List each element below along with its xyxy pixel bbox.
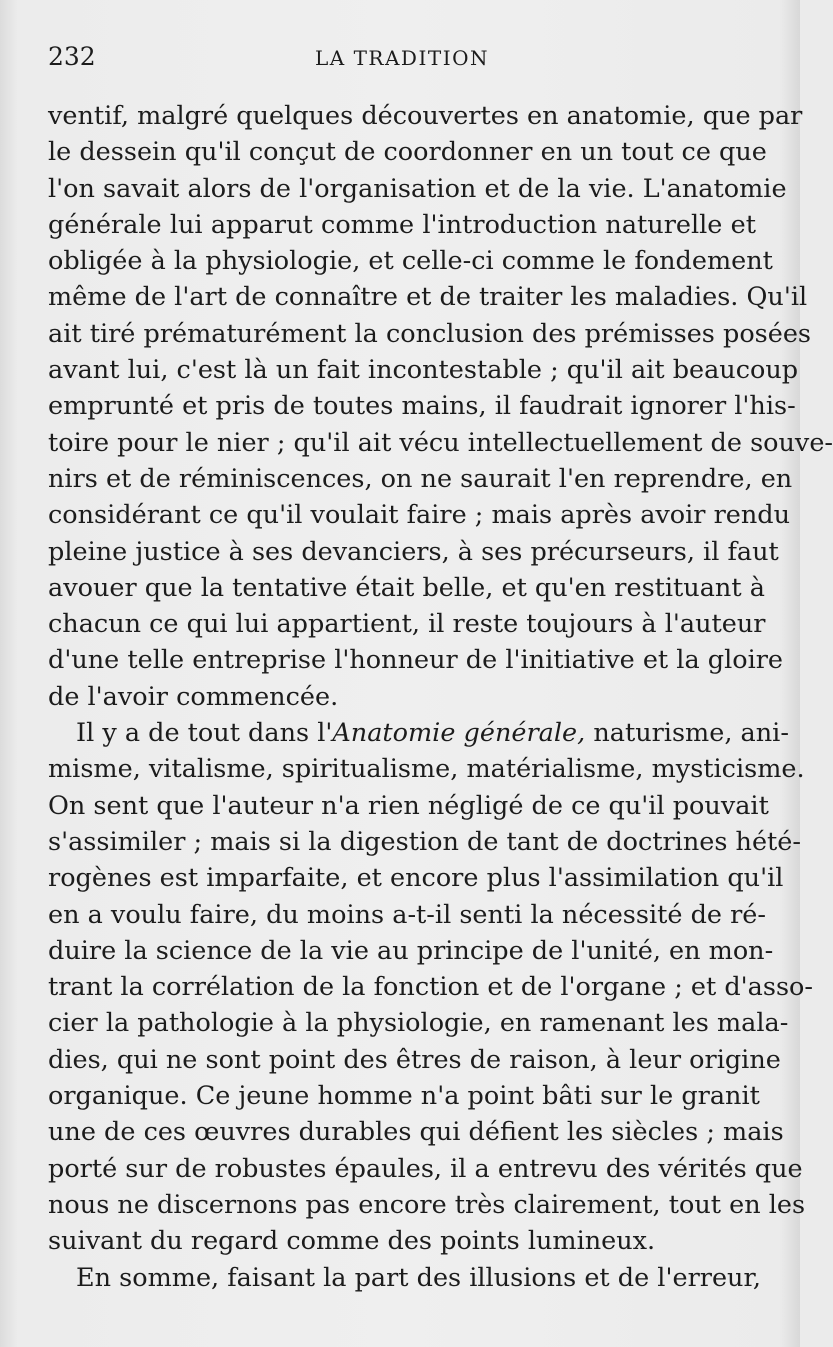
text-line: emprunté et pris de toutes mains, il faudrait ignorer l'his- [48,391,796,422]
paragraph-3 [48,1260,761,1296]
text-line: générale lui apparut comme l'introduction naturelle et [48,209,756,240]
text-line: toire pour le nier ; qu'il ait vécu intellectuellement de souve- [48,427,833,458]
text-line: trant la corrélation de la fonction et de l'organe ; et d'asso- [48,972,814,1003]
text-line: avouer que la tentative était belle, et qu'en restituant à [48,572,765,603]
page-header [48,42,756,76]
text-line: nous ne discernons pas encore très clairement, tout en les [48,1189,806,1220]
running-title: LA TRADITION [315,46,489,70]
text-line: chacun ce qui lui appartient, il reste toujours à l'auteur [48,609,766,640]
text-line: d'une telle entreprise l'honneur de l'initiative et la gloire [48,645,784,676]
text-line: même de l'art de connaître et de traiter les maladies. Qu'il [48,282,808,313]
text-line: On sent que l'auteur n'a rien négligé de ce qu'il pouvait [48,790,769,821]
text-line: nirs et de réminiscences, on ne saurait l'en reprendre, en [48,463,793,494]
text-line: ait tiré prématurément la conclusion des prémisses posées [48,318,812,349]
text-line: considérant ce qu'il voulait faire ; mais après avoir rendu [48,500,791,531]
text-line: pleine justice à ses devanciers, à ses précurseurs, il faut [48,536,779,567]
text-line: ventif, malgré quelques découvertes en anatomie, que par [48,101,803,131]
text-line: l'on savait alors de l'organisation et de la vie. L'anatomie [48,173,787,204]
text-line: avant lui, c'est là un fait incontestable ; qu'il ait beaucoup [48,355,799,386]
text-line: cier la pathologie à la physiologie, en ramenant les mala- [48,1008,789,1039]
text-line: de l'avoir commencée. [48,681,339,712]
text-line: rogènes est imparfaite, et encore plus l'assimilation qu'il [48,863,784,894]
text-line: En somme, faisant la part des illusions et de l'erreur, [76,1262,761,1293]
text-run: naturisme, ani- [585,718,789,749]
body-text [48,98,833,1296]
text-line: s'assimiler ; mais si la digestion de tant de doctrines hété- [48,826,801,857]
paragraph-2 [48,715,814,1259]
text-line: porté sur de robustes épaules, il a entrevu des vérités que [48,1153,803,1184]
text-line: le dessein qu'il conçut de coordonner en un tout ce que [48,137,767,168]
text-line: misme, vitalisme, spiritualisme, matérialisme, mysticisme. [48,754,805,785]
text-line: duire la science de la vie au principe de l'unité, en mon- [48,935,774,966]
paragraph-1 [48,98,833,715]
text-run: Il y a de tout dans l' [76,718,333,749]
italic-book-title: Anatomie générale, [332,718,586,749]
text-line: dies, qui ne sont point des êtres de raison, à leur origine [48,1044,781,1075]
text-line: suivant du regard comme des points lumineux. [48,1226,656,1257]
text-line: une de ces œuvres durables qui défient les siècles ; mais [48,1117,784,1148]
text-line: en a voulu faire, du moins a-t-il senti la nécessité de ré- [48,899,766,930]
text-line-with-italic-title [48,715,789,751]
page-number: 232 [48,42,96,71]
text-line: obligée à la physiologie, et celle-ci comme le fondement [48,246,773,277]
text-line: organique. Ce jeune homme n'a point bâti sur le granit [48,1081,760,1112]
